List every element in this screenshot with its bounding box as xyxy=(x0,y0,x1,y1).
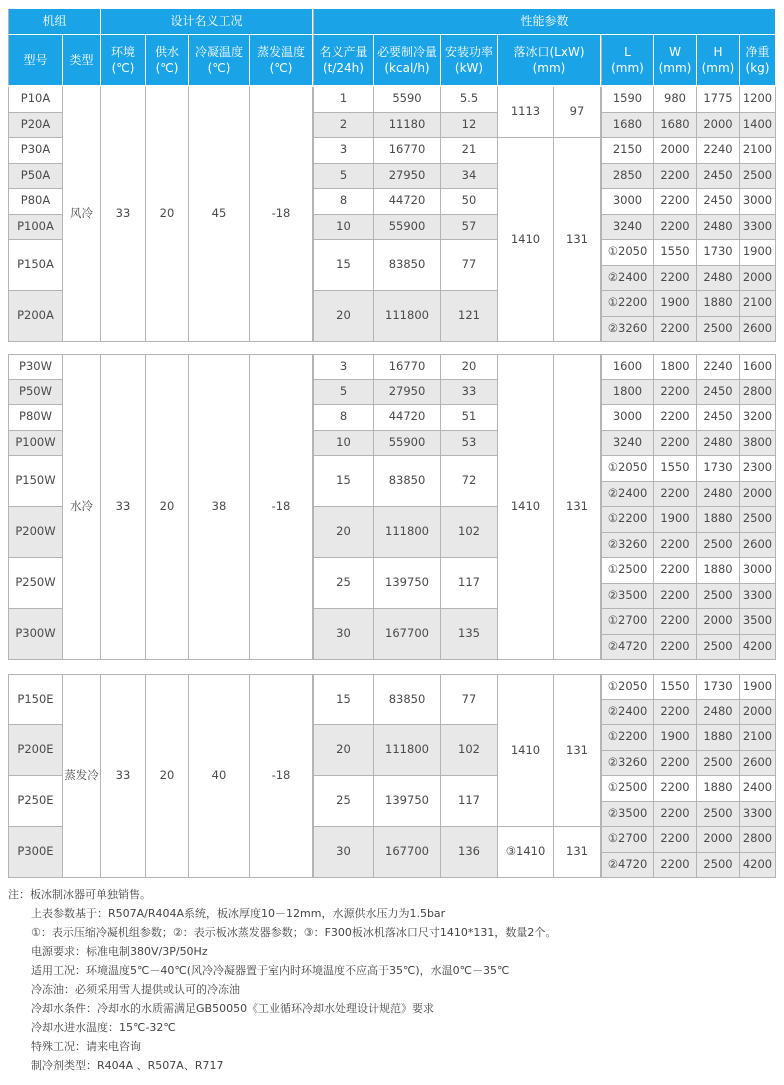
note-line: 制冷剂类型：R404A 、R507A、R717 xyxy=(31,1059,224,1072)
weight-cell: 1200 xyxy=(740,87,776,113)
note-line: 特殊工况：请来电咨询 xyxy=(31,1040,141,1053)
width-cell: 2200 xyxy=(654,189,697,215)
power-cell: 77 xyxy=(441,240,498,291)
capacity-cell: 20 xyxy=(313,725,374,776)
power-cell: 12 xyxy=(441,113,498,139)
power-cell: 53 xyxy=(441,431,498,457)
width-cell: 1900 xyxy=(654,725,697,751)
height-cell: 2450 xyxy=(697,405,740,431)
refrigeration-cell: 139750 xyxy=(374,776,441,827)
width-cell: 2200 xyxy=(654,405,697,431)
height-cell: 2480 xyxy=(697,482,740,508)
note-line: 冷却水条件：冷却水的水质需满足GB50050《工业循环冷却水处理设计规范》要求 xyxy=(31,1002,435,1015)
width-cell: 1900 xyxy=(654,291,697,317)
refrigeration-cell: 167700 xyxy=(374,609,441,660)
length-cell: ②3260 xyxy=(601,751,654,777)
height-cell: 2480 xyxy=(697,431,740,457)
height-cell: 1880 xyxy=(697,725,740,751)
capacity-cell: 5 xyxy=(313,164,374,190)
capacity-cell: 25 xyxy=(313,558,374,609)
length-cell: ①2500 xyxy=(601,558,654,584)
length-cell: ②4720 xyxy=(601,635,654,661)
capacity-cell: 30 xyxy=(313,609,374,660)
width-cell: 2200 xyxy=(654,853,697,879)
col-header-ice-outlet: 落冰口(LxW) (mm) xyxy=(498,35,601,86)
note-line: 冷冻油：必须采用雪人提供或认可的冷冻油 xyxy=(31,983,240,996)
refrigeration-cell: 167700 xyxy=(374,827,441,878)
weight-cell: 4200 xyxy=(740,635,776,661)
power-cell: 102 xyxy=(441,507,498,558)
refrigeration-cell: 44720 xyxy=(374,405,441,431)
refrigeration-cell: 55900 xyxy=(374,431,441,457)
weight-cell: 2500 xyxy=(740,164,776,190)
length-cell: ②2400 xyxy=(601,266,654,292)
capacity-cell: 30 xyxy=(313,827,374,878)
height-cell: 2240 xyxy=(697,138,740,164)
length-cell: ②2400 xyxy=(601,482,654,508)
width-cell: 2200 xyxy=(654,584,697,610)
width-cell: 2200 xyxy=(654,635,697,661)
ice-outlet-length-cell: 1113 xyxy=(498,87,554,138)
length-cell: 1590 xyxy=(601,87,654,113)
evaporating-cell: -18 xyxy=(250,87,313,342)
height-cell: 2500 xyxy=(697,584,740,610)
capacity-cell: 8 xyxy=(313,189,374,215)
model-cell: P250E xyxy=(8,776,63,827)
note-line: ①：表示压缩冷凝机组参数；②：表示板冰蒸发器参数；③：F300板冰机落冰口尺寸1410*131，数量2个。 xyxy=(31,926,557,939)
length-cell: ②2400 xyxy=(601,700,654,726)
capacity-cell: 10 xyxy=(313,431,374,457)
weight-cell: 2600 xyxy=(740,317,776,343)
power-cell: 121 xyxy=(441,291,498,342)
refrigeration-cell: 83850 xyxy=(374,240,441,291)
ice-outlet-length-cell: 1410 xyxy=(498,138,554,342)
width-cell: 2200 xyxy=(654,482,697,508)
length-cell: 2150 xyxy=(601,138,654,164)
power-cell: 136 xyxy=(441,827,498,878)
col-header-width: W (mm) xyxy=(654,35,697,86)
weight-cell: 3000 xyxy=(740,558,776,584)
power-cell: 102 xyxy=(441,725,498,776)
width-cell: 2200 xyxy=(654,827,697,853)
note-line: 适用工况：环境温度5℃－40℃(风冷冷凝器置于室内时环境温度不应高于35℃)，水温0℃－35℃ xyxy=(31,964,510,977)
weight-cell: 2400 xyxy=(740,776,776,802)
notes xyxy=(8,885,778,1075)
col-header-capacity: 名义产量 (t/24h) xyxy=(313,35,374,86)
length-cell: ①2200 xyxy=(601,507,654,533)
ambient-cell: 33 xyxy=(101,674,146,878)
performance-header: 性能参数 xyxy=(313,9,776,35)
weight-cell: 2000 xyxy=(740,482,776,508)
refrigeration-cell: 27950 xyxy=(374,380,441,406)
width-cell: 2200 xyxy=(654,558,697,584)
refrigeration-cell: 83850 xyxy=(374,456,441,507)
width-cell: 1550 xyxy=(654,456,697,482)
col-header-evaporating: 蒸发温度 (℃) xyxy=(250,35,313,86)
weight-cell: 2100 xyxy=(740,138,776,164)
length-cell: 3240 xyxy=(601,431,654,457)
note-line: 上表参数基于：R507A/R404A系统，板冰厚度10－12mm，水源供水压力为1.5bar xyxy=(31,907,446,920)
power-cell: 20 xyxy=(441,354,498,380)
weight-cell: 1600 xyxy=(740,354,776,380)
width-cell: 1550 xyxy=(654,674,697,700)
weight-cell: 4200 xyxy=(740,853,776,879)
width-cell: 2200 xyxy=(654,609,697,635)
width-cell: 980 xyxy=(654,87,697,113)
ice-outlet-width-cell: 97 xyxy=(554,87,601,138)
weight-cell: 2600 xyxy=(740,533,776,559)
weight-cell: 3300 xyxy=(740,802,776,828)
weight-cell: 1900 xyxy=(740,240,776,266)
model-cell: P100A xyxy=(8,215,63,241)
capacity-cell: 10 xyxy=(313,215,374,241)
power-cell: 33 xyxy=(441,380,498,406)
col-header-power: 安装功率 (kW) xyxy=(441,35,498,86)
weight-cell: 2000 xyxy=(740,266,776,292)
col-header-weight: 净重 (kg) xyxy=(740,35,776,86)
height-cell: 1880 xyxy=(697,776,740,802)
height-cell: 1775 xyxy=(697,87,740,113)
capacity-cell: 15 xyxy=(313,674,374,725)
weight-cell: 1400 xyxy=(740,113,776,139)
type-cell: 蒸发冷 xyxy=(63,674,101,878)
weight-cell: 2600 xyxy=(740,751,776,777)
width-cell: 1900 xyxy=(654,507,697,533)
height-cell: 1880 xyxy=(697,291,740,317)
width-cell: 2000 xyxy=(654,138,697,164)
refrigeration-cell: 55900 xyxy=(374,215,441,241)
col-header-ambient: 环境 (℃) xyxy=(101,35,146,86)
length-cell: ②3500 xyxy=(601,802,654,828)
weight-cell: 3300 xyxy=(740,584,776,610)
power-cell: 57 xyxy=(441,215,498,241)
model-cell: P100W xyxy=(8,431,63,457)
length-cell: ①2050 xyxy=(601,240,654,266)
col-header-refrigeration: 必要制冷量 (kcal/h) xyxy=(374,35,441,86)
length-cell: 2850 xyxy=(601,164,654,190)
height-cell: 2450 xyxy=(697,380,740,406)
weight-cell: 3500 xyxy=(740,609,776,635)
width-cell: 2200 xyxy=(654,533,697,559)
design-conditions-header: 设计名义工况 xyxy=(101,9,313,35)
ice-outlet-width-cell: 131 xyxy=(554,138,601,342)
ambient-cell: 33 xyxy=(101,354,146,660)
refrigeration-cell: 111800 xyxy=(374,725,441,776)
type-cell: 风冷 xyxy=(63,87,101,342)
condensing-cell: 45 xyxy=(189,87,250,342)
capacity-cell: 25 xyxy=(313,776,374,827)
length-cell: ①2500 xyxy=(601,776,654,802)
weight-cell: 2300 xyxy=(740,456,776,482)
width-cell: 1800 xyxy=(654,354,697,380)
model-cell: P300W xyxy=(8,609,63,660)
weight-cell: 2800 xyxy=(740,380,776,406)
height-cell: 1880 xyxy=(697,507,740,533)
height-cell: 1730 xyxy=(697,674,740,700)
capacity-cell: 15 xyxy=(313,240,374,291)
model-cell: P80W xyxy=(8,405,63,431)
width-cell: 2200 xyxy=(654,776,697,802)
length-cell: ②3260 xyxy=(601,533,654,559)
refrigeration-cell: 111800 xyxy=(374,291,441,342)
length-cell: ①2700 xyxy=(601,827,654,853)
evaporating-cell: -18 xyxy=(250,354,313,660)
width-cell: 2200 xyxy=(654,700,697,726)
length-cell: 1680 xyxy=(601,113,654,139)
weight-cell: 2000 xyxy=(740,700,776,726)
type-cell: 水冷 xyxy=(63,354,101,660)
weight-cell: 1900 xyxy=(740,674,776,700)
ice-outlet-width-cell: 131 xyxy=(554,827,601,878)
refrigeration-cell: 44720 xyxy=(374,189,441,215)
height-cell: 2500 xyxy=(697,853,740,879)
height-cell: 1730 xyxy=(697,240,740,266)
model-cell: P300E xyxy=(8,827,63,878)
width-cell: 2200 xyxy=(654,164,697,190)
capacity-cell: 8 xyxy=(313,405,374,431)
condensing-cell: 40 xyxy=(189,674,250,878)
height-cell: 2500 xyxy=(697,751,740,777)
model-cell: P20A xyxy=(8,113,63,139)
height-cell: 2480 xyxy=(697,700,740,726)
height-cell: 1730 xyxy=(697,456,740,482)
weight-cell: 3000 xyxy=(740,189,776,215)
length-cell: ①2050 xyxy=(601,674,654,700)
model-cell: P150A xyxy=(8,240,63,291)
length-cell: ②3500 xyxy=(601,584,654,610)
refrigeration-cell: 16770 xyxy=(374,138,441,164)
width-cell: 1550 xyxy=(654,240,697,266)
power-cell: 77 xyxy=(441,674,498,725)
width-cell: 2200 xyxy=(654,751,697,777)
weight-cell: 3200 xyxy=(740,405,776,431)
model-cell: P80A xyxy=(8,189,63,215)
height-cell: 1880 xyxy=(697,558,740,584)
weight-cell: 2500 xyxy=(740,507,776,533)
capacity-cell: 2 xyxy=(313,113,374,139)
power-cell: 5.5 xyxy=(441,87,498,113)
capacity-cell: 3 xyxy=(313,138,374,164)
length-cell: 1600 xyxy=(601,354,654,380)
ice-outlet-length-cell: ③1410 xyxy=(498,827,554,878)
length-cell: 3240 xyxy=(601,215,654,241)
length-cell: ①2200 xyxy=(601,291,654,317)
model-cell: P200W xyxy=(8,507,63,558)
length-cell: ①2050 xyxy=(601,456,654,482)
col-header-water: 供水 (℃) xyxy=(146,35,189,86)
width-cell: 2200 xyxy=(654,380,697,406)
model-cell: P30A xyxy=(8,138,63,164)
refrigeration-cell: 5590 xyxy=(374,87,441,113)
weight-cell: 3300 xyxy=(740,215,776,241)
capacity-cell: 3 xyxy=(313,354,374,380)
model-cell: P10A xyxy=(8,87,63,113)
refrigeration-cell: 16770 xyxy=(374,354,441,380)
width-cell: 2200 xyxy=(654,266,697,292)
capacity-cell: 20 xyxy=(313,291,374,342)
length-cell: ②4720 xyxy=(601,853,654,879)
width-cell: 2200 xyxy=(654,317,697,343)
condensing-cell: 38 xyxy=(189,354,250,660)
model-cell: P30W xyxy=(8,354,63,380)
model-cell: P250W xyxy=(8,558,63,609)
notes-title: 注：板冰制冰器可单独销售。 xyxy=(8,888,151,901)
power-cell: 135 xyxy=(441,609,498,660)
col-header-model: 型号 xyxy=(8,35,63,86)
length-cell: ①2200 xyxy=(601,725,654,751)
model-cell: P50W xyxy=(8,380,63,406)
evaporating-cell: -18 xyxy=(250,674,313,878)
length-cell: ①2700 xyxy=(601,609,654,635)
width-cell: 2200 xyxy=(654,431,697,457)
height-cell: 2000 xyxy=(697,113,740,139)
note-line: 冷却水进水温度：15℃-32℃ xyxy=(31,1021,176,1034)
power-cell: 50 xyxy=(441,189,498,215)
ice-outlet-length-cell: 1410 xyxy=(498,354,554,660)
model-cell: P150E xyxy=(8,674,63,725)
height-cell: 2480 xyxy=(697,266,740,292)
height-cell: 2500 xyxy=(697,635,740,661)
refrigeration-cell: 27950 xyxy=(374,164,441,190)
height-cell: 2500 xyxy=(697,317,740,343)
refrigeration-cell: 139750 xyxy=(374,558,441,609)
length-cell: 1800 xyxy=(601,380,654,406)
refrigeration-cell: 83850 xyxy=(374,674,441,725)
power-cell: 72 xyxy=(441,456,498,507)
length-cell: 3000 xyxy=(601,405,654,431)
water-cell: 20 xyxy=(146,354,189,660)
capacity-cell: 1 xyxy=(313,87,374,113)
weight-cell: 2800 xyxy=(740,827,776,853)
group-header: 机组 xyxy=(8,9,101,35)
capacity-cell: 5 xyxy=(313,380,374,406)
width-cell: 2200 xyxy=(654,215,697,241)
height-cell: 2480 xyxy=(697,215,740,241)
ice-outlet-width-cell: 131 xyxy=(554,674,601,827)
col-header-type: 类型 xyxy=(63,35,101,86)
power-cell: 21 xyxy=(441,138,498,164)
refrigeration-cell: 11180 xyxy=(374,113,441,139)
ice-outlet-length-cell: 1410 xyxy=(498,674,554,827)
width-cell: 1680 xyxy=(654,113,697,139)
weight-cell: 2100 xyxy=(740,725,776,751)
ice-outlet-width-cell: 131 xyxy=(554,354,601,660)
height-cell: 2500 xyxy=(697,802,740,828)
length-cell: 3000 xyxy=(601,189,654,215)
note-line: 电源要求：标准电制380V/3P/50Hz xyxy=(31,945,208,958)
width-cell: 2200 xyxy=(654,802,697,828)
height-cell: 2240 xyxy=(697,354,740,380)
refrigeration-cell: 111800 xyxy=(374,507,441,558)
length-cell: ②3260 xyxy=(601,317,654,343)
weight-cell: 3800 xyxy=(740,431,776,457)
col-header-height: H (mm) xyxy=(697,35,740,86)
water-cell: 20 xyxy=(146,674,189,878)
power-cell: 34 xyxy=(441,164,498,190)
water-cell: 20 xyxy=(146,87,189,342)
model-cell: P150W xyxy=(8,456,63,507)
power-cell: 51 xyxy=(441,405,498,431)
capacity-cell: 15 xyxy=(313,456,374,507)
height-cell: 2500 xyxy=(697,533,740,559)
model-cell: P50A xyxy=(8,164,63,190)
height-cell: 2000 xyxy=(697,609,740,635)
col-header-condensing: 冷凝温度 (℃) xyxy=(189,35,250,86)
power-cell: 117 xyxy=(441,558,498,609)
weight-cell: 2100 xyxy=(740,291,776,317)
power-cell: 117 xyxy=(441,776,498,827)
height-cell: 2450 xyxy=(697,189,740,215)
capacity-cell: 20 xyxy=(313,507,374,558)
height-cell: 2000 xyxy=(697,827,740,853)
model-cell: P200E xyxy=(8,725,63,776)
col-header-length: L (mm) xyxy=(601,35,654,86)
model-cell: P200A xyxy=(8,291,63,342)
ambient-cell: 33 xyxy=(101,87,146,342)
height-cell: 2450 xyxy=(697,164,740,190)
